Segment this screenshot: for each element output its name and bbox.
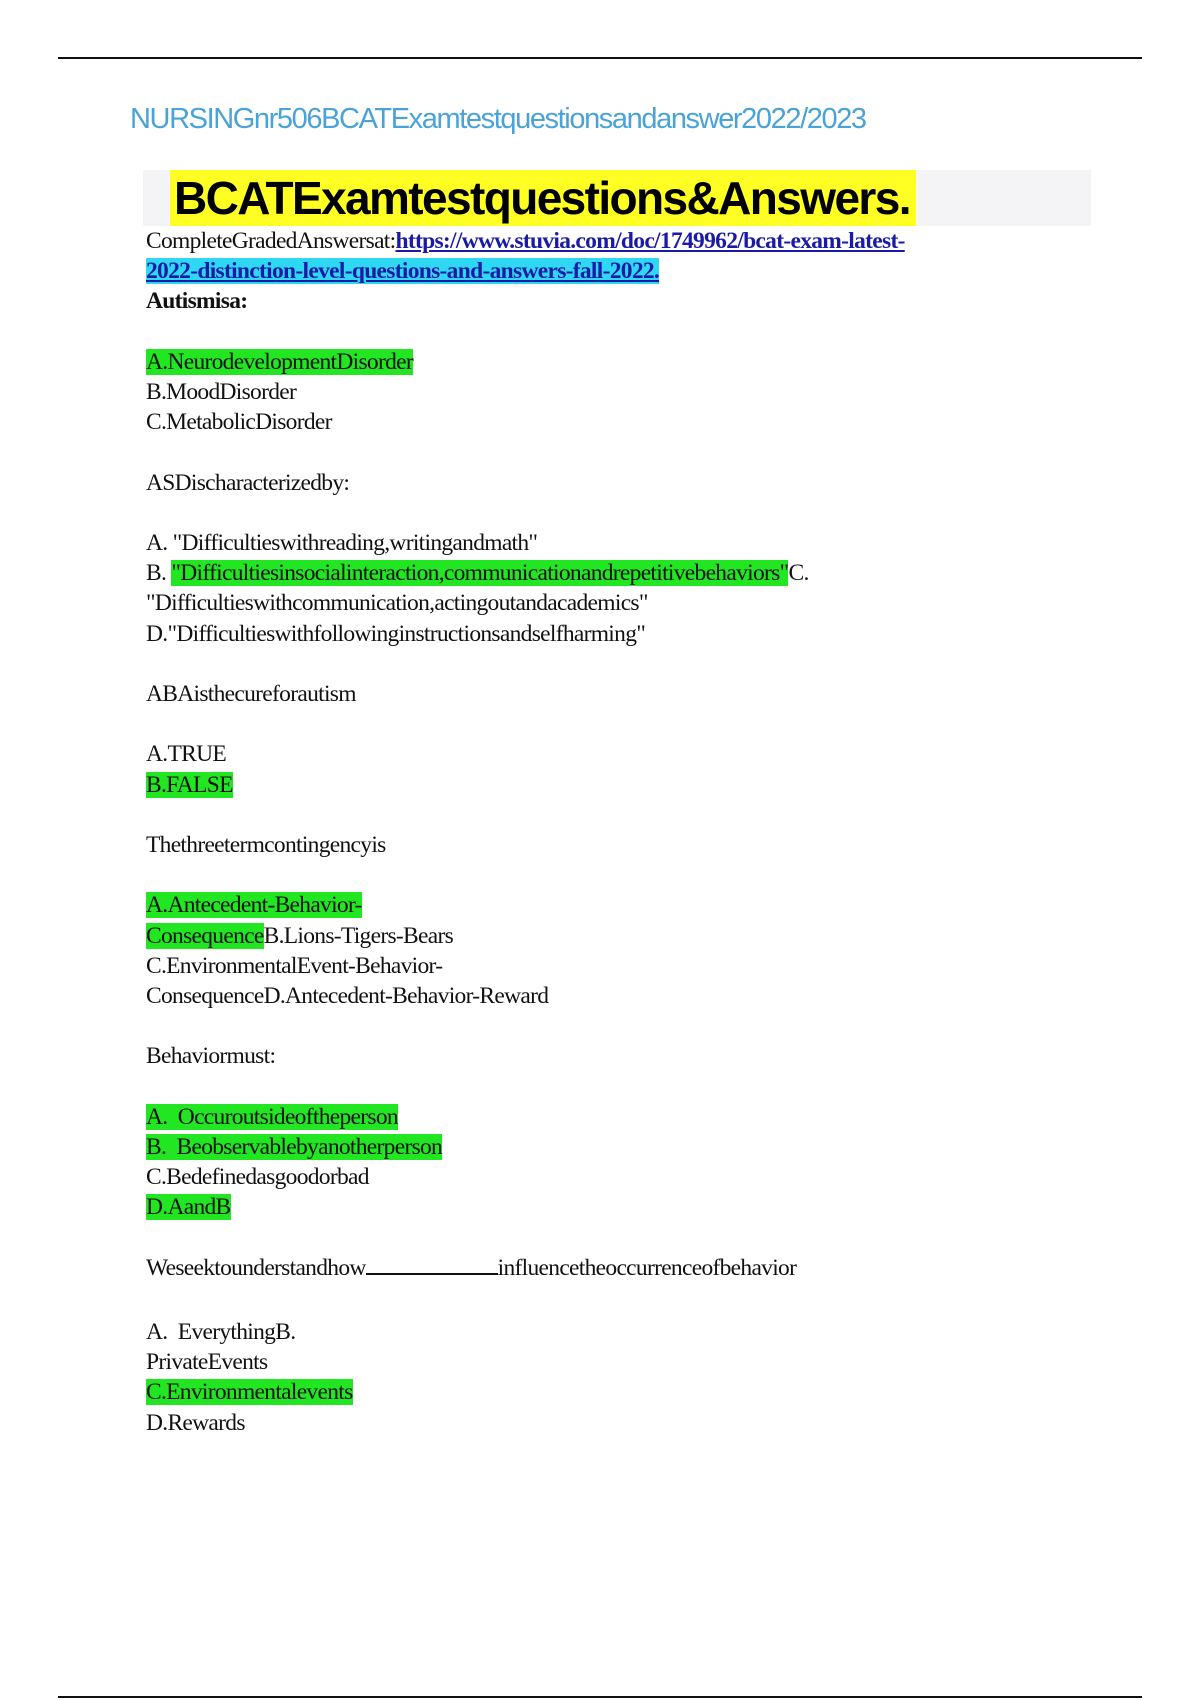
answer-option <box>146 1377 1106 1407</box>
bottom-rule <box>58 1696 1142 1698</box>
answer-text: B.Lions-Tigers-Bears <box>263 922 454 949</box>
answers-link[interactable]: https://www.stuvia.com/doc/1749962/bcat-exam-latest- <box>395 228 905 254</box>
intro-prefix: CompleteGradedAnswersat: <box>146 228 396 254</box>
document-title: NURSINGnr506BCATExamtestquestionsandanswer2022/2023 <box>130 103 866 135</box>
answer-option: A. EverythingB. <box>146 1318 296 1345</box>
answer-option: B.MoodDisorder <box>146 379 297 405</box>
headline: BCATExamtestquestions&Answers. <box>170 170 916 226</box>
link-suffix: . <box>653 258 660 285</box>
answer-option <box>146 1132 1106 1162</box>
question-2: ASDischaracterizedby: <box>146 469 350 496</box>
answer-option: C.MetabolicDisorder <box>146 409 332 436</box>
answer-option <box>146 347 1106 377</box>
answer-option <box>146 1102 1106 1132</box>
correct-answer: A.NeurodevelopmentDisorder <box>146 348 413 375</box>
correct-answer: "Difficultiesinsocialinteraction,communicationandrepetitivebehaviors" <box>171 560 789 587</box>
option-label: B. <box>146 560 172 587</box>
question-text: influencetheoccurrenceofbehavior <box>497 1254 797 1281</box>
answer-option: A. "Difficultieswithreading,writingandmath" <box>146 529 538 556</box>
answer-option <box>146 890 1106 920</box>
answers-link-continued[interactable]: 2022-distinction-level-questions-and-answers-fall-2022 <box>146 258 654 285</box>
question-4: Thethreetermcontingencyis <box>146 831 386 858</box>
answer-option: D.Rewards <box>146 1409 245 1436</box>
question-3: ABAisthecureforautism <box>146 680 356 707</box>
correct-answer: B. Beobservablebyanotherperson <box>146 1133 443 1160</box>
question-text: Weseektounderstandhow <box>146 1254 366 1281</box>
answer-option <box>146 770 1106 800</box>
correct-answer: Consequence <box>146 922 264 949</box>
correct-answer: C.Environmentalevents <box>146 1379 353 1406</box>
correct-answer: D.AandB <box>146 1194 231 1221</box>
intro-line-1 <box>146 226 1106 256</box>
answer-option: ConsequenceD.Antecedent-Behavior-Reward <box>146 982 549 1009</box>
correct-answer: A.Antecedent-Behavior- <box>146 892 362 919</box>
answer-option: "Difficultieswithcommunication,actingoutandacademics" <box>146 590 648 617</box>
answer-option: A.TRUE <box>146 741 227 768</box>
question-6 <box>146 1253 1106 1283</box>
answer-option: C.Bedefinedasgoodorbad <box>146 1164 369 1191</box>
top-rule <box>58 57 1142 59</box>
correct-answer: A. Occuroutsideoftheperson <box>146 1103 398 1130</box>
correct-answer: B.FALSE <box>146 771 233 798</box>
fill-in-blank <box>366 1253 498 1275</box>
answer-option: PrivateEvents <box>146 1349 268 1376</box>
document-body <box>146 226 1106 1438</box>
answer-option <box>146 921 1106 951</box>
question-1: Autismisa: <box>146 288 248 315</box>
answer-option: D."Difficultieswithfollowinginstructionsandselfharming" <box>146 620 646 647</box>
answer-option: C.EnvironmentalEvent-Behavior- <box>146 952 443 979</box>
question-5: Behaviormust: <box>146 1043 276 1070</box>
answer-option <box>146 558 1106 588</box>
answer-option <box>146 1192 1106 1222</box>
intro-line-2 <box>146 256 1106 286</box>
option-label: C. <box>788 560 809 587</box>
